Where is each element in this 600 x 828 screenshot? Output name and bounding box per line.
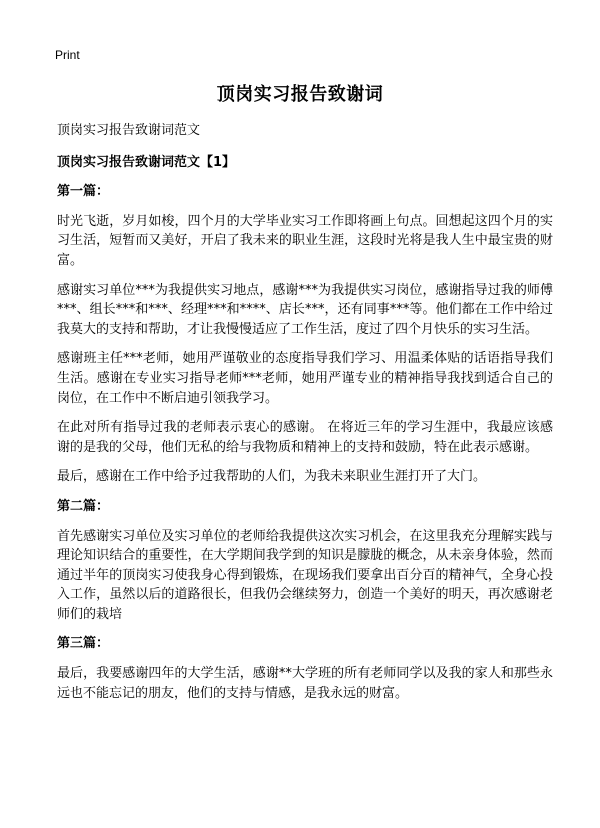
part1-heading: 第一篇： xyxy=(57,184,110,200)
part1-paragraph: 在此对所有指导过我的老师表示衷心的感谢。 在将近三年的学习生涯中，我最应该感谢的是我的父母，他们无私的给与我物质和精神上的支持和鼓励，特在此表示感谢。 xyxy=(57,420,553,455)
part1-paragraph: 最后，感谢在工作中给予过我帮助的人们，为我未来职业生涯打开了大门。 xyxy=(57,469,487,485)
document-body xyxy=(57,121,553,713)
part2-heading: 第二篇： xyxy=(57,498,110,514)
part1-paragraph: 感谢实习单位***为我提供实习地点，感谢***为我提供实习岗位，感谢指导过我的师傅***、组长***和***、经理***和****、店长***，还有同事***等。他们都在工作中给过我莫大的支持和帮助，才让我慢慢适应了工作生活，度过了四个月快乐的实习生活。 xyxy=(57,282,553,337)
part3-paragraph: 最后，我要感谢四年的大学生活，感谢**大学班的所有老师同学以及我的家人和那些永远也不能忘记的朋友，他们的支持与情感，是我永远的财富。 xyxy=(57,666,553,701)
print-label: Print xyxy=(55,48,80,62)
section-heading: 顶岗实习报告致谢词范文【1】 xyxy=(57,154,236,170)
document-subtitle: 顶岗实习报告致谢词范文 xyxy=(57,123,201,138)
document-title: 顶岗实习报告致谢词 xyxy=(216,84,384,105)
part1-paragraph: 感谢班主任***老师，她用严谨敬业的态度指导我们学习、用温柔体贴的话语指导我们生活。感谢在专业实习指导老师***老师，她用严谨专业的精神指导我找到适合自己的岗位，在工作中不断启迪引领我学习。 xyxy=(57,351,553,406)
part3-heading: 第三篇： xyxy=(57,636,110,652)
part2-paragraph: 首先感谢实习单位及实习单位的老师给我提供这次实习机会，在这里我充分理解实践与理论知识结合的重要性，在大学期间我学到的知识是朦胧的概念，从未亲身体验，然而通过半年的顶岗实习使我身心得到锻炼，在现场我们要拿出百分百的精神气，全身心投入工作，虽然以后的道路很长，但我仍会继续努力，创造一个美好的明天，再次感谢老师们的栽培 xyxy=(57,528,553,622)
part1-paragraph: 时光飞逝，岁月如梭，四个月的大学毕业实习工作即将画上句点。回想起这四个月的实习生活，短暂而又美好，开启了我未来的职业生涯，这段时光将是我人生中最宝贵的财富。 xyxy=(57,213,553,268)
